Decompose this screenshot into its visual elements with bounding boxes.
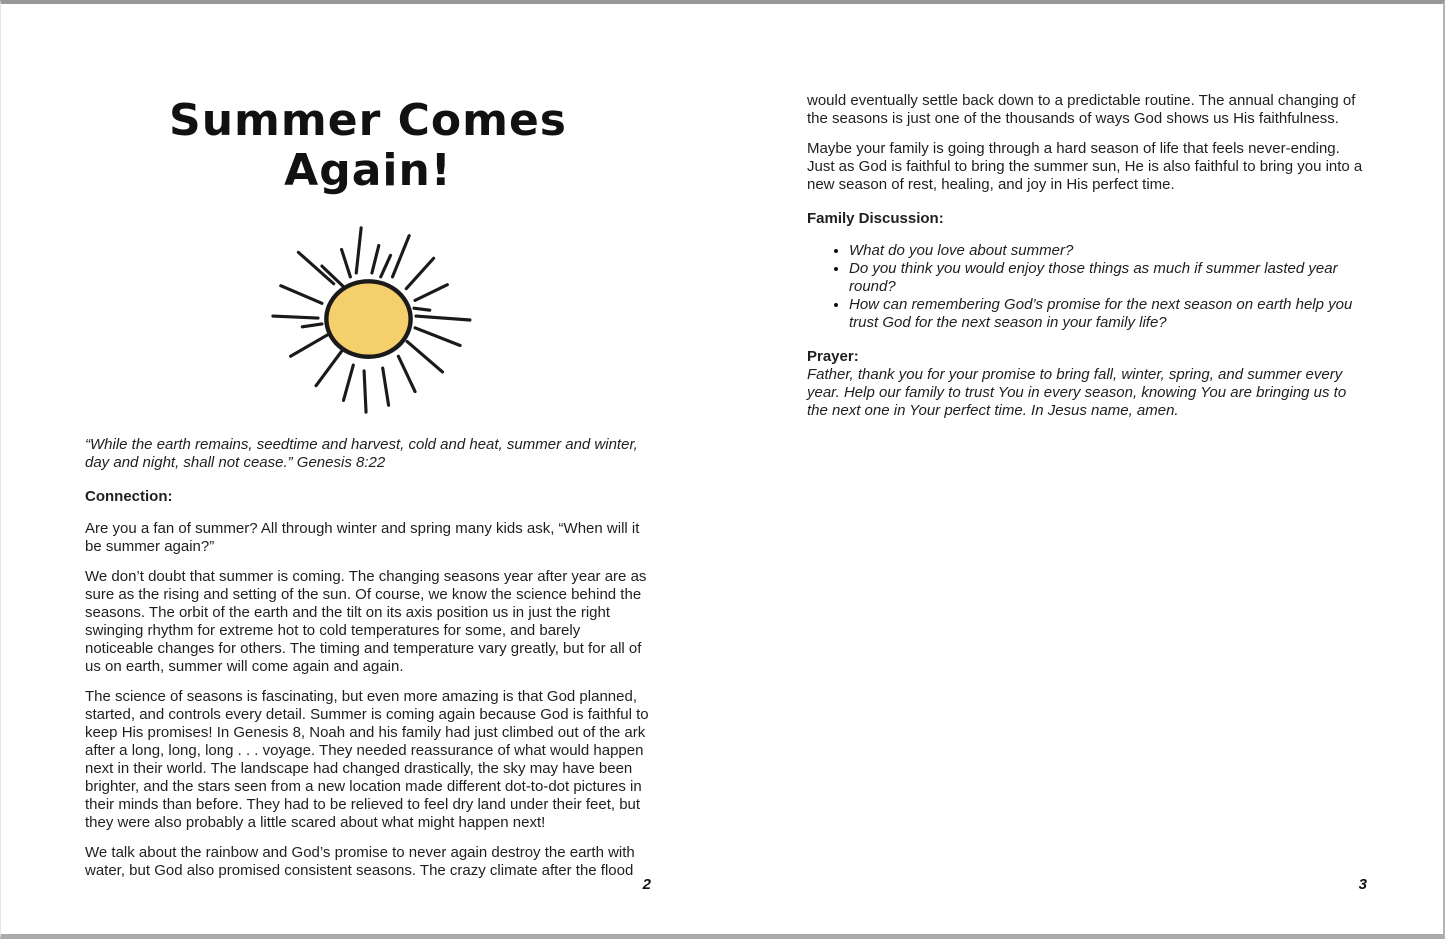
discussion-question-1: • What do you love about summer?	[849, 242, 1367, 260]
continued-paragraph-2: Maybe your family is going through a hard season of life that feels never-ending. Just as God is faithful to bring the summer sun, He is also faithful to bring you into a new season of rest, healing, and joy in His perfect time.	[807, 140, 1363, 193]
scripture-verse: “While the earth remains, seedtime and harvest, cold and heat, summer and winter, day and night, shall not cease.” Genesis 8:22	[85, 436, 638, 471]
left-page-number: 2	[642, 876, 651, 893]
right-page	[807, 4, 1367, 893]
sun-rays	[273, 228, 470, 412]
sun-icon	[260, 222, 476, 418]
connection-heading: Connection:	[85, 488, 173, 505]
prayer-heading: Prayer:	[807, 348, 859, 365]
discussion-question-list	[807, 242, 1367, 332]
connection-paragraph-4: We talk about the rainbow and God’s promise to never again destroy the earth with water, but God also promised consistent seasons. The crazy climate after the flood	[85, 844, 635, 879]
sun-illustration	[260, 222, 476, 418]
connection-paragraph-1: Are you a fan of summer? All through winter and spring many kids ask, “When will it be summer again?”	[85, 520, 640, 555]
page-title: Summer Comes Again!	[169, 95, 567, 196]
continued-paragraph-1: would eventually settle back down to a predictable routine. The annual changing of the seasons is just one of the thousands of ways God shows us His faithfulness.	[807, 92, 1356, 127]
connection-paragraph-3: The science of seasons is fascinating, but even more amazing is that God planned, started, and controls every detail. Summer is coming again because God is faithful to keep His promises! In Genesis 8, Noah and his family had just climbed out of the ark after a long, long, long . . . voyage. They needed reassurance of what would happen next in their world. The landscape had changed drastically, the sky may have been brighter, and the stars seen from a new location made different dot-to-dot pictures in their minds than before. They had to be relieved to feel dry land under their feet, but they were also probably a little scared about what might happen next!	[85, 688, 649, 831]
sun-circle	[326, 281, 410, 356]
left-page	[85, 4, 651, 893]
right-page-number: 3	[1358, 876, 1367, 893]
connection-paragraph-2: We don’t doubt that summer is coming. The changing seasons year after year are as sure as the rising and setting of the sun. Of course, we know the science behind the seasons. The orbit of the earth and the tilt on its axis position us in just the right swinging rhythm for extreme hot to cold temperatures for some, and barely noticeable changes for others. The timing and temperature vary greatly, but for all of us on earth, summer will come again and again.	[85, 568, 647, 675]
discussion-question-3: • How can remembering God’s promise for the next season on earth help you trust God for the next season in your family life?	[849, 296, 1367, 332]
discussion-question-2: • Do you think you would enjoy those things as much if summer lasted year round?	[849, 260, 1367, 296]
prayer-text: Father, thank you for your promise to bring fall, winter, spring, and summer every year. Help our family to trust You in every season, knowing You are bringing us to the next one in Your perfect time. In Jesus name, amen.	[807, 366, 1347, 419]
family-discussion-heading: Family Discussion:	[807, 210, 944, 227]
